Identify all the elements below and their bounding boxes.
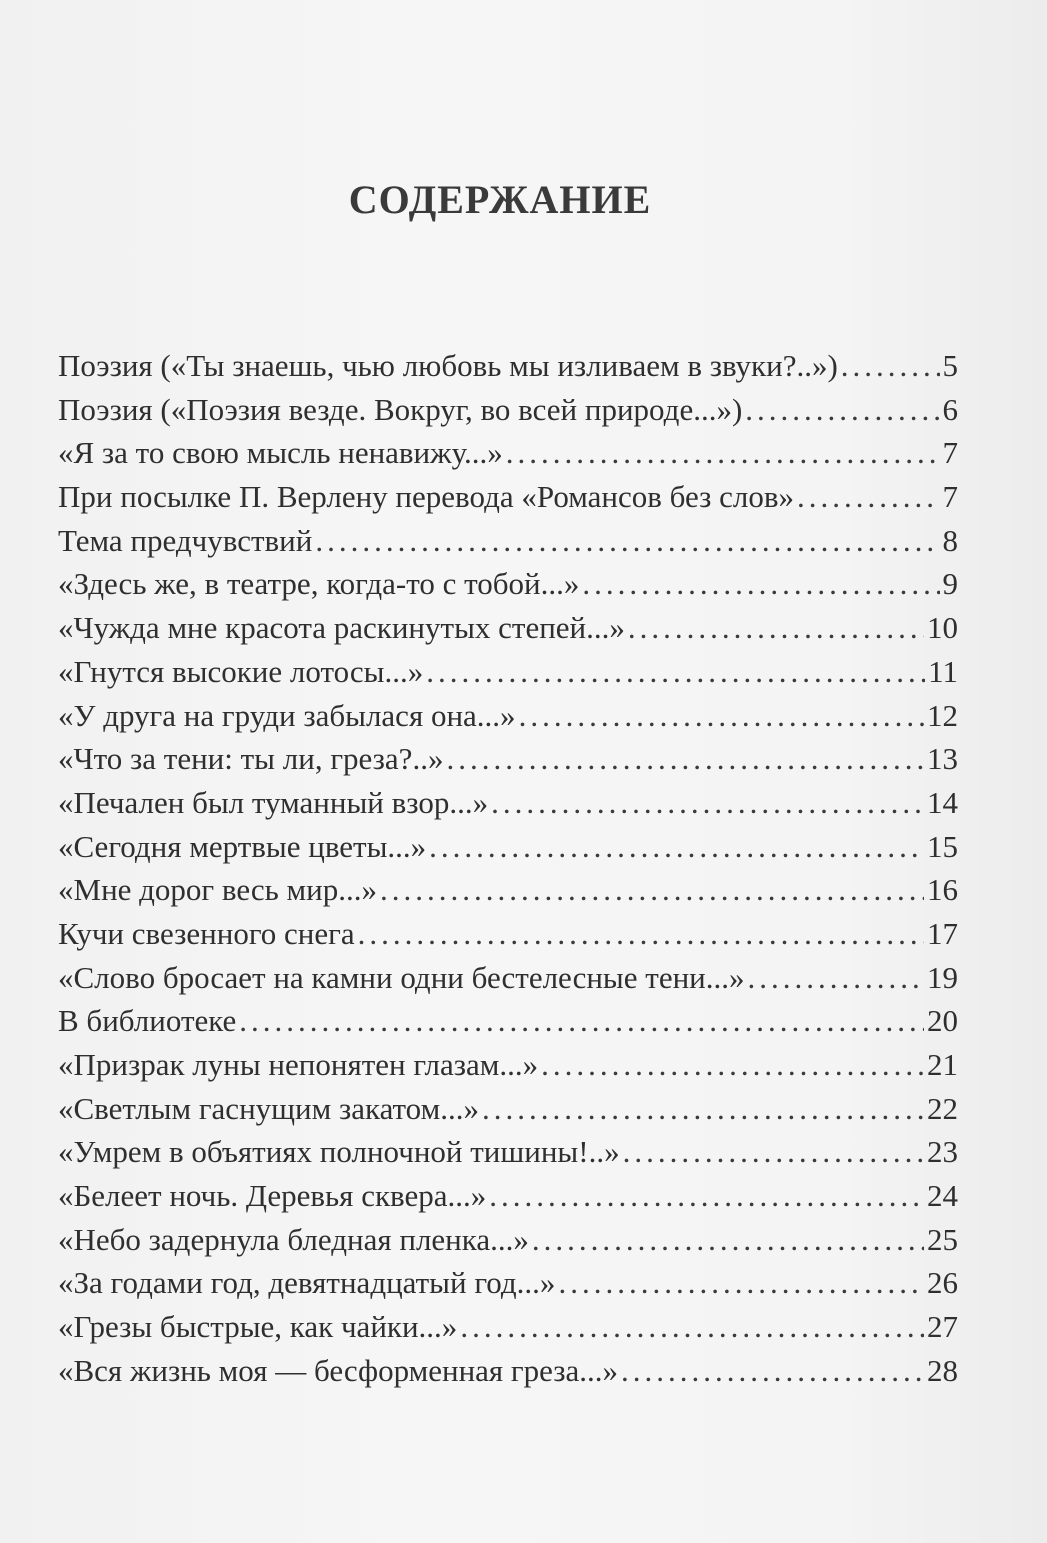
toc-entry-page-number: 5 xyxy=(942,348,958,383)
toc-entry-title: Кучи свезенного снега xyxy=(58,915,355,951)
toc-entry-page-number: 26 xyxy=(927,1265,958,1301)
toc-entry-page-number: 24 xyxy=(927,1178,958,1214)
toc-dot-leader xyxy=(748,956,924,1000)
toc-dot-leader xyxy=(380,868,924,912)
toc-entry xyxy=(58,1218,958,1262)
toc-entry-page-number: 8 xyxy=(942,522,958,558)
toc-entry-page-number: 15 xyxy=(927,828,958,864)
toc-entry-page-number: 6 xyxy=(942,391,958,427)
toc-entry-title: «Здесь же, в театре, когда-то с тобой...» xyxy=(58,566,580,602)
toc-dot-leader xyxy=(558,1261,924,1305)
toc-entry-title: Поэзия («Ты знаешь, чью любовь мы изливаем в звуки?..») xyxy=(58,348,838,383)
toc-entry xyxy=(58,1130,958,1174)
toc-entry-page-number: 20 xyxy=(927,1003,958,1039)
toc-entry-title: «Гнутся высокие лотосы...» xyxy=(58,653,424,689)
toc-entry-title: Тема предчувствий xyxy=(58,522,313,558)
toc-dot-leader xyxy=(621,1349,924,1393)
toc-entry-title: «Чужда мне красота раскинутых степей...» xyxy=(58,610,625,646)
toc-entry-title: «Вся жизнь моя — бесформенная греза...» xyxy=(58,1352,619,1388)
toc-entry xyxy=(58,1305,958,1349)
toc-dot-leader xyxy=(541,1043,924,1087)
toc-entry-title: В библиотеке xyxy=(58,1003,237,1039)
toc-dot-leader xyxy=(582,562,939,606)
toc-dot-leader xyxy=(797,475,940,519)
toc-entry xyxy=(58,956,958,1000)
toc-entry-title: При посылке П. Верлену перевода «Романсов без слов» xyxy=(58,479,794,515)
toc-entry-page-number: 7 xyxy=(942,479,958,515)
table-of-contents xyxy=(58,344,958,1393)
toc-entry xyxy=(58,344,958,388)
toc-entry xyxy=(58,650,958,694)
toc-entry-title: «Что за тени: ты ли, греза?..» xyxy=(58,741,444,777)
toc-entry-title: «Печален был туманный взор...» xyxy=(58,784,489,820)
toc-entry xyxy=(58,868,958,912)
toc-entry xyxy=(58,781,958,825)
toc-entry xyxy=(58,737,958,781)
toc-entry-title: «Сегодня мертвые цветы...» xyxy=(58,828,427,864)
toc-entry-title: «Небо задернула бледная пленка...» xyxy=(58,1221,529,1257)
page-title: СОДЕРЖАНИЕ xyxy=(348,177,652,222)
toc-entry-page-number: 9 xyxy=(942,566,958,602)
toc-dot-leader xyxy=(482,1087,924,1131)
toc-dot-leader xyxy=(628,606,924,650)
toc-entry-page-number: 12 xyxy=(927,697,958,733)
toc-entry-title: «Я за то свою мысль ненавижу...» xyxy=(58,435,503,471)
toc-entry-page-number: 17 xyxy=(927,915,958,951)
toc-entry-title: «Грезы быстрые, как чайки...» xyxy=(58,1309,458,1345)
toc-dot-leader xyxy=(506,431,940,475)
toc-entry xyxy=(58,431,958,475)
toc-entry-page-number: 19 xyxy=(927,959,958,995)
toc-entry xyxy=(58,1349,958,1393)
toc-entry xyxy=(58,1261,958,1305)
toc-entry xyxy=(58,562,958,606)
toc-dot-leader xyxy=(429,825,924,869)
toc-entry-title: «Белеет ночь. Деревья сквера...» xyxy=(58,1178,487,1214)
toc-entry-title: «За годами год, девятнадцатый год...» xyxy=(58,1265,556,1301)
toc-dot-leader xyxy=(239,999,924,1043)
toc-entry-page-number: 23 xyxy=(927,1134,958,1170)
toc-entry-page-number: 28 xyxy=(927,1352,958,1388)
toc-entry-title: Поэзия («Поэзия везде. Вокруг, во всей природе...») xyxy=(58,391,743,427)
toc-dot-leader xyxy=(623,1130,924,1174)
toc-entry-title: «Слово бросает на камни одни бестелесные тени...» xyxy=(58,959,745,995)
toc-entry xyxy=(58,388,958,432)
toc-entry xyxy=(58,825,958,869)
toc-dot-leader xyxy=(426,650,925,694)
toc-dot-leader xyxy=(532,1218,924,1262)
toc-entry xyxy=(58,519,958,563)
toc-entry-title: «Умрем в объятиях полночной тишины!..» xyxy=(58,1134,620,1170)
toc-entry xyxy=(58,912,958,956)
toc-entry xyxy=(58,1043,958,1087)
toc-dot-leader xyxy=(519,694,924,738)
toc-dot-leader xyxy=(745,388,939,432)
toc-entry-page-number: 25 xyxy=(927,1221,958,1257)
toc-entry-page-number: 21 xyxy=(927,1047,958,1082)
toc-entry xyxy=(58,1087,958,1131)
toc-entry xyxy=(58,694,958,738)
toc-entry-page-number: 22 xyxy=(927,1090,958,1126)
toc-entry-page-number: 11 xyxy=(928,653,958,689)
toc-entry-page-number: 10 xyxy=(927,610,958,646)
toc-dot-leader xyxy=(446,737,924,781)
toc-dot-leader xyxy=(491,781,924,825)
toc-entry xyxy=(58,1174,958,1218)
toc-entry xyxy=(58,475,958,519)
toc-entry-title: «У друга на груди забылася она...» xyxy=(58,697,516,733)
toc-entry-title: «Мне дорог весь мир...» xyxy=(58,872,377,908)
toc-entry-title: «Светлым гаснущим закатом...» xyxy=(58,1090,479,1126)
toc-dot-leader xyxy=(358,912,924,956)
toc-entry-page-number: 16 xyxy=(927,872,958,908)
toc-entry-title: «Призрак луны непонятен глазам...» xyxy=(58,1047,539,1082)
toc-entry xyxy=(58,999,958,1043)
toc-dot-leader xyxy=(841,344,940,388)
toc-dot-leader xyxy=(315,519,939,563)
toc-dot-leader xyxy=(489,1174,924,1218)
toc-entry-page-number: 14 xyxy=(927,784,958,820)
toc-entry-page-number: 7 xyxy=(942,435,958,471)
toc-entry-page-number: 13 xyxy=(927,741,958,777)
toc-dot-leader xyxy=(460,1305,924,1349)
toc-entry-page-number: 27 xyxy=(927,1309,958,1345)
toc-entry xyxy=(58,606,958,650)
